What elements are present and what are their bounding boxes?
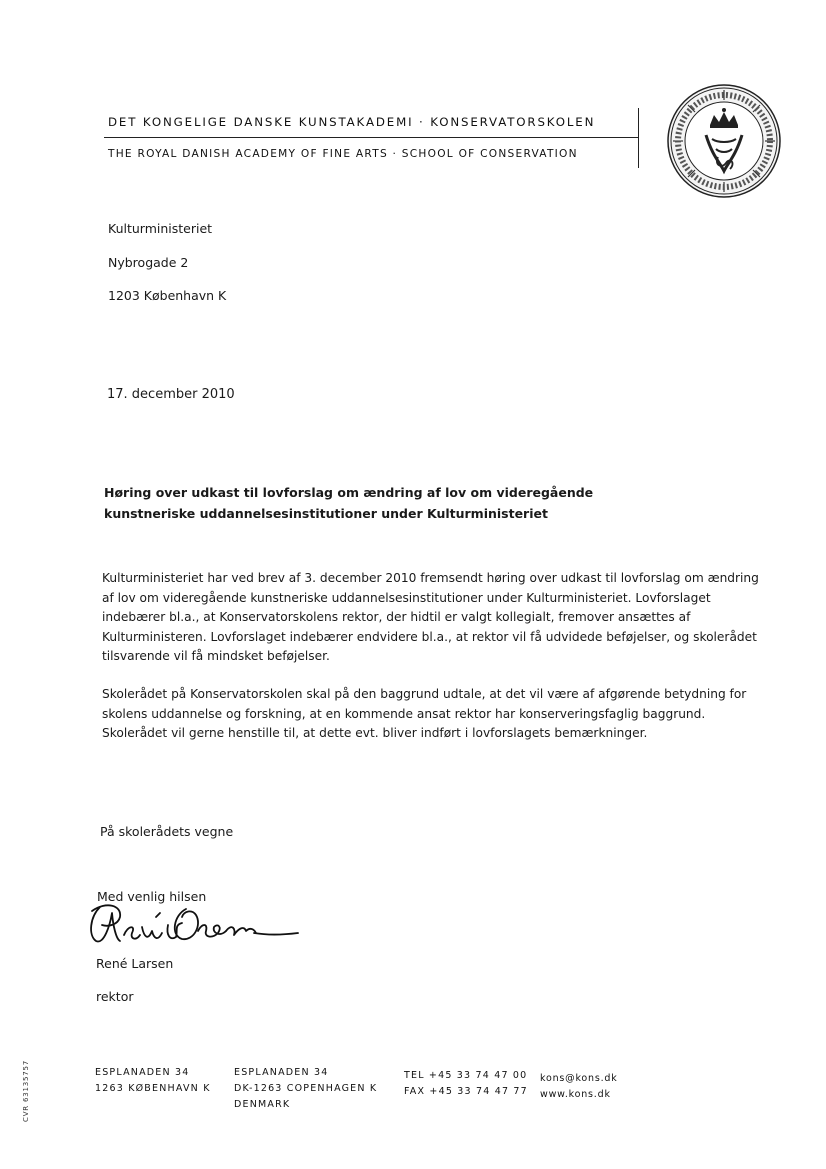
signer-title: rektor — [96, 989, 134, 1004]
signer-name: René Larsen — [96, 956, 174, 971]
header-title-english: THE ROYAL DANISH ACADEMY OF FINE ARTS · SCHOOL OF CONSERVATION — [108, 148, 578, 160]
footer-english-country: DENMARK — [234, 1099, 291, 1111]
letter-date: 17. december 2010 — [107, 387, 235, 402]
footer-email-link[interactable]: kons@kons.dk — [540, 1073, 618, 1084]
footer-telephone: TEL +45 33 74 47 00 — [404, 1070, 528, 1081]
header-divider — [104, 137, 639, 138]
greeting: Med venlig hilsen — [97, 889, 207, 904]
cvr-number: CVR 63135757 — [22, 1060, 30, 1122]
body-paragraph-2: Skolerådet på Konservatorskolen skal på den baggrund udtale, at det vil være af afgørende betydning for skolens uddannelse og forskning, at en kommende ansat rektor har konserveringsfaglig baggrund. Skolerådet vil gerne henstille til, at dette evt. bliver indført i lovforslagets bemærkninger. — [102, 687, 747, 741]
footer-website-link[interactable]: www.kons.dk — [540, 1089, 611, 1101]
letter-subject: Høring over udkast til lovforslag om ændring af lov om videregående kunstneriske uddannelsesinstitutioner under Kulturministeriet — [104, 485, 594, 521]
recipient-city: 1203 København K — [108, 288, 227, 303]
header-title-danish: DET KONGELIGE DANSKE KUNSTAKADEMI · KONSERVATORSKOLEN — [108, 115, 596, 129]
recipient-name: Kulturministeriet — [108, 221, 213, 236]
footer-fax: FAX +45 33 74 47 77 — [404, 1086, 528, 1098]
footer-danish-street: ESPLANADEN 34 — [95, 1067, 190, 1078]
header-vertical-divider — [638, 108, 639, 168]
footer-english-city: DK-1263 COPENHAGEN K — [234, 1083, 378, 1095]
on-behalf-line: På skolerådets vegne — [100, 824, 234, 839]
handwritten-signature — [86, 895, 306, 955]
body-paragraph-1: Kulturministeriet har ved brev af 3. december 2010 fremsendt høring over udkast til lovforslag om ændring af lov om videregående kunstneriske uddannelsesinstitutioner under Kulturministeriet. Lovforslaget indebærer bl.a., at Konservatorskolens rektor, der hidtil er valgt kollegialt, fremover ansættes af Kulturministeren. Lovforslaget indebærer endvidere bl.a., at rektor vil få udvidede beføjelser, og skolerådet tilsvarende vil få mindsket beføjelser. — [102, 571, 759, 664]
recipient-street: Nybrogade 2 — [108, 255, 189, 270]
footer-column-contact — [540, 1071, 618, 1103]
royal-academy-seal-icon — [666, 83, 782, 199]
signature-graphic — [86, 895, 306, 955]
seal-graphic — [666, 83, 782, 199]
footer-english-street: ESPLANADEN 34 — [234, 1067, 329, 1078]
footer-column-english-address — [234, 1065, 377, 1113]
footer-column-danish-address — [95, 1065, 211, 1097]
footer-danish-city: 1263 KØBENHAVN K — [95, 1083, 211, 1095]
footer-column-phone — [404, 1068, 528, 1100]
